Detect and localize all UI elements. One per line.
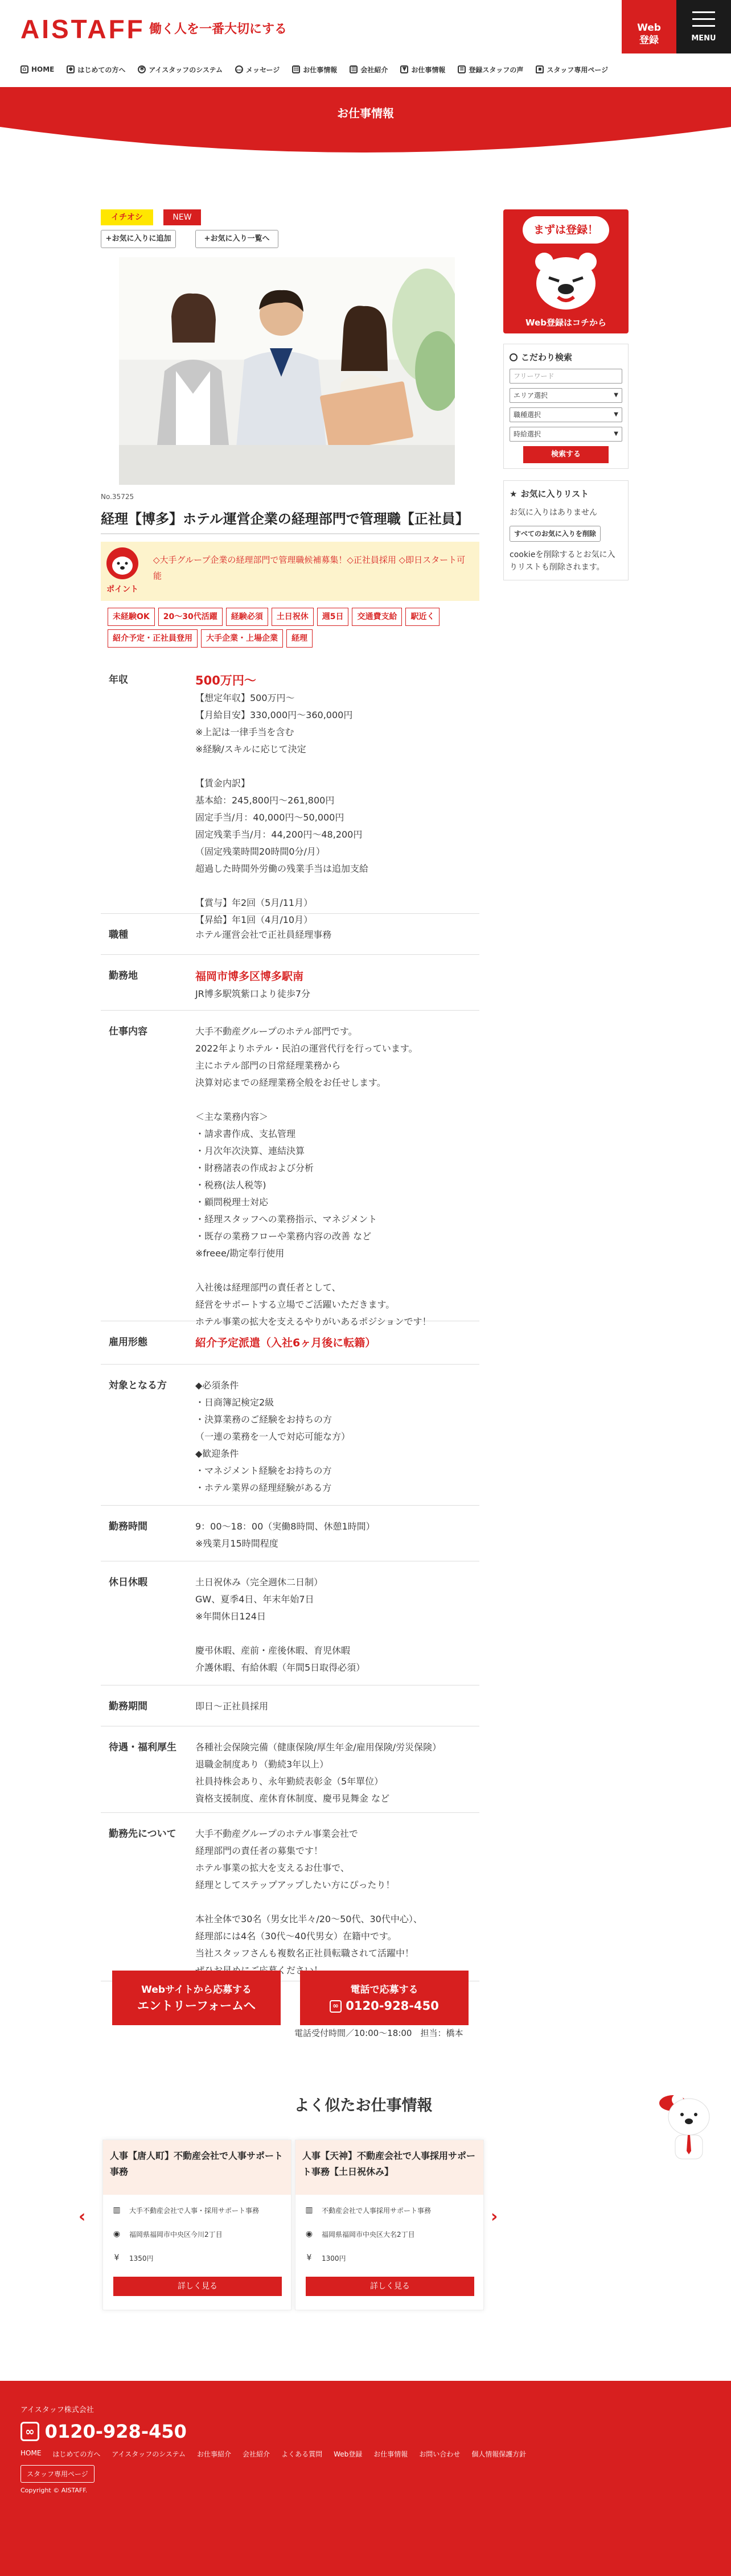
banner-curve xyxy=(0,121,731,167)
nav-label: スタッフ専用ページ xyxy=(547,65,609,74)
footer-link[interactable]: お仕事紹介 xyxy=(197,2450,232,2458)
hamburger-icon-bar xyxy=(692,18,715,20)
carousel-next-icon[interactable]: › xyxy=(491,2207,498,2227)
row-label: 対象となる方 xyxy=(109,1380,167,1391)
nav-item-beginner[interactable] xyxy=(67,65,125,75)
logo[interactable]: AISTAFF xyxy=(20,14,145,44)
row-text: ◆必須条件 ・日商簿記検定2級 ・決算業務のご経験をお持ちの方 （一連の業務を一人で対応可能な方） ◆歓迎条件 ・マネジメント経験をお持ちの方 ・ホテル業界の経理経験がある方 xyxy=(195,1380,351,1493)
table-row xyxy=(101,955,479,1011)
wage-select-value: 時給選択 xyxy=(514,430,541,438)
job-photo xyxy=(119,257,455,485)
table-row xyxy=(101,659,479,925)
card-title: 人事【唐人町】不動産会社で人事サポート事務 xyxy=(103,2140,291,2195)
freedial-icon: ∞ xyxy=(20,2422,39,2441)
row-value xyxy=(195,1813,479,1981)
nav-label: はじめての方へ xyxy=(77,65,126,74)
job-tag: 交通費支給 xyxy=(352,608,402,626)
search-icon xyxy=(510,353,518,361)
hamburger-icon-bar xyxy=(692,25,715,27)
nav-item-home[interactable] xyxy=(20,65,54,73)
page-banner xyxy=(0,87,731,167)
star-icon: ★ xyxy=(510,488,518,499)
table-row xyxy=(101,1726,479,1813)
tagline: 働く人を一番大切にする xyxy=(149,22,288,36)
row-label: 勤務先について xyxy=(109,1828,176,1840)
location-highlight: 福岡市博多区博多駅南 xyxy=(195,970,304,983)
menu-button[interactable] xyxy=(676,0,731,53)
favorites-title: お気に入りリスト xyxy=(520,489,589,499)
bear-mascot-icon xyxy=(532,249,600,312)
area-select[interactable] xyxy=(510,388,622,403)
job-tag: 未経験OK xyxy=(108,608,155,626)
menu-label: MENU xyxy=(691,34,716,43)
row-label: 休日休暇 xyxy=(109,1577,147,1588)
nav-item-jobs[interactable] xyxy=(292,65,337,75)
employment-highlight: 紹介予定派遣（入社6ヶ月後に転籍） xyxy=(195,1337,376,1349)
row-label: 仕事内容 xyxy=(109,1026,147,1037)
table-row xyxy=(101,1685,479,1726)
footer-link[interactable]: はじめての方へ xyxy=(52,2450,101,2458)
job-detail-table xyxy=(101,659,479,1981)
chevron-down-icon: ▼ xyxy=(614,431,618,437)
search-title: こだわり検索 xyxy=(521,352,573,362)
point-box xyxy=(101,542,479,601)
add-favorite-button[interactable]: +お気に入りに追加 xyxy=(101,230,176,248)
building-icon: ▥ xyxy=(113,2206,121,2215)
job-tag: 経験必須 xyxy=(226,608,268,626)
point-mascot-icon xyxy=(104,546,141,595)
footer-tel[interactable] xyxy=(20,2421,187,2442)
site-footer xyxy=(0,2381,731,2576)
nav-label: 会社紹介 xyxy=(360,65,388,74)
table-row xyxy=(101,1321,479,1365)
job-tags xyxy=(108,608,472,648)
tie-icon: ▼ xyxy=(400,65,408,73)
row-text: 即日〜正社員採用 xyxy=(195,1701,269,1712)
table-row xyxy=(101,1561,479,1685)
building-icon: ▥ xyxy=(350,65,358,73)
similar-job-card[interactable] xyxy=(295,2140,484,2310)
job-tag: 20〜30代活躍 xyxy=(158,608,223,626)
area-select-value: エリア選択 xyxy=(514,391,548,399)
nav-item-staff[interactable] xyxy=(536,65,608,75)
tel-number: 0120-928-450 xyxy=(346,1999,439,2013)
table-row xyxy=(101,1506,479,1561)
location-pin-icon: ◉ xyxy=(113,2229,121,2239)
register-banner[interactable] xyxy=(503,209,629,333)
point-text: ◇大手グループ企業の経理部門で管理職候補募集！◇正社員採用 ◇即日スタート可能 xyxy=(153,555,466,581)
book-icon: ▤ xyxy=(292,65,300,73)
salary-highlight: 500万円〜 xyxy=(195,674,256,687)
clear-favorites-button[interactable]: すべてのお気に入りを削除 xyxy=(510,526,601,542)
card-more-button[interactable]: 詳しく見る xyxy=(306,2277,474,2296)
row-text: 9：00〜18：00（実働8時間、休憩1時間） ※残業月15時間程度 xyxy=(195,1521,375,1549)
job-tag: 土日祝休 xyxy=(272,608,314,626)
row-label: 待遇・福利厚生 xyxy=(109,1742,176,1753)
job-title: 経理【博多】ホテル運営企業の経理部門で管理職【正社員】 xyxy=(101,508,479,534)
tel-apply-line1: 電話で応募する xyxy=(350,1984,418,1996)
card-wage: 1300円 xyxy=(322,2254,346,2262)
footer-tel-number: 0120-928-450 xyxy=(44,2421,187,2442)
location-pin-icon: ◉ xyxy=(305,2229,313,2239)
similar-job-card[interactable] xyxy=(102,2140,291,2310)
table-row xyxy=(101,914,479,955)
nav-item-message[interactable] xyxy=(235,65,280,75)
hamburger-icon xyxy=(692,11,715,13)
register-bubble: まずは登録！ xyxy=(523,216,609,244)
freedial-icon: ∞ xyxy=(330,2000,342,2013)
row-value xyxy=(195,1506,479,1561)
nav-label: HOME xyxy=(31,65,55,73)
footer-links xyxy=(20,2449,526,2459)
search-button[interactable]: 検索する xyxy=(523,446,609,463)
row-label: 勤務地 xyxy=(109,970,138,982)
web-apply-line2: エントリーフォームへ xyxy=(137,1999,256,2013)
row-text: 大手不動産グループのホテル事業会社で 経理部門の責任者の募集です！ ホテル事業の拡大を支えるお仕事で、 経理としてステップアップしたい方にぴったり！ 本社全体で30名（男女比半々/20〜50代、30代中心）、 経理部には4名（30代〜40代男女）在籍中です。 当社スタッフさんも複数名正社員転職されて活躍中！ xyxy=(195,1828,422,1959)
row-text: 各種社会保険完備（健康保険/厚生年金/雇用保険/労災保険） 退職金制度あり（勤続3年以上） 社員持株会あり、永年勤続表彰金（5年單位） 資格支援制度、産休育休制度、慶弔見舞金 など xyxy=(195,1742,442,1804)
nav-label: アイスタッフのシステム xyxy=(149,65,223,74)
similar-title: よく似たお仕事情報 xyxy=(294,2097,433,2115)
yen-icon: ¥ xyxy=(114,2253,120,2262)
row-value xyxy=(195,1321,479,1364)
chevron-down-icon: ▼ xyxy=(614,392,618,398)
favorites-note: cookieを削除するとお気に入りリストも削除されます。 xyxy=(510,550,615,572)
table-row xyxy=(101,1365,479,1506)
card-company: 不動産会社で人事採用サポート事務 xyxy=(322,2206,432,2215)
nav-label: 登録スタッフの声 xyxy=(469,65,524,74)
job-select[interactable] xyxy=(510,407,622,422)
footer-staff-button[interactable]: スタッフ専用ページ xyxy=(20,2465,95,2483)
row-value xyxy=(195,955,479,1010)
tel-hours-note: 電話受付時間／10:00〜18:00 担当：橋本 xyxy=(294,2028,463,2038)
row-label: 勤務時間 xyxy=(109,1521,147,1532)
row-label: 勤務期間 xyxy=(109,1701,147,1712)
card-location: 福岡県福岡市中央区大名2丁目 xyxy=(322,2230,415,2239)
footer-link[interactable]: Web登録 xyxy=(334,2450,363,2458)
chat-icon: … xyxy=(236,66,243,72)
global-nav xyxy=(20,63,608,76)
carousel-prev-icon[interactable]: ‹ xyxy=(79,2207,86,2227)
row-text: 大手不動産グループのホテル部門です。 2022年よりホテル・民泊の運営代行を行っています。 主にホテル部門の日常経理業務から 決算対応までの経理業務全般をお任せします。 ＜主な業務内容＞ ・請求書作成、支払管理 ・月次年次決算、連結決算 ・財務諸表の作成および分析 ・税務(法人税等) ・顧問税理士対応 ・経理スタッフへの業務指示、マネジメント ・既存の業務フローや業務内容の改善 など ※freee/勘定奉行使用 入社後は経理部門の責任者として、 経営をサポートする立場でご活躍いただきます。 ホテル事業の拡大を支えるやりがいあるポジションです！ xyxy=(195,1026,432,1327)
job-tag: 週5日 xyxy=(317,608,349,626)
building-icon: ▥ xyxy=(305,2206,313,2215)
job-select-value: 職種選択 xyxy=(514,411,541,419)
favorites-box xyxy=(503,480,629,580)
page-title: お仕事情報 xyxy=(337,106,394,120)
job-tag: 駅近く xyxy=(405,608,440,626)
pick-badge: イチオシ xyxy=(101,209,153,225)
nav-label: お仕事情報 xyxy=(411,65,446,74)
job-number: No.35725 xyxy=(101,493,134,501)
row-value xyxy=(195,1561,479,1685)
nav-item-voice[interactable] xyxy=(458,65,523,75)
row-text: 土日祝休み（完全週休二日制） GW、夏季4日、年末年始7日 ※年間休日124日 慶弔休暇、産前・産後休暇、育児休暇 介護休暇、有給休暇（年間5日取得必須） xyxy=(195,1577,366,1673)
lock-icon: ▪ xyxy=(536,65,544,73)
search-box xyxy=(503,344,629,469)
nav-item-company[interactable] xyxy=(350,65,388,75)
new-badge: NEW xyxy=(163,209,201,225)
job-tag: 大手企業・上場企業 xyxy=(201,629,283,648)
nav-item-job-info[interactable] xyxy=(400,65,445,75)
job-tag: 紹介予定・正社員登用 xyxy=(108,629,198,648)
row-value xyxy=(195,659,479,925)
beginner-icon: ◆ xyxy=(67,65,75,73)
row-value xyxy=(195,914,479,954)
row-value xyxy=(195,1685,479,1726)
row-label: 職種 xyxy=(109,929,128,941)
chevron-down-icon: ▼ xyxy=(614,411,618,418)
card-title: 人事【天神】不動産会社で人事採用サポート事務【土日祝休み】 xyxy=(295,2140,483,2195)
favorite-list-button[interactable]: +お気に入り一覧へ xyxy=(195,230,278,248)
row-value xyxy=(195,1365,479,1505)
card-wage: 1350円 xyxy=(129,2254,154,2262)
row-label: 雇用形態 xyxy=(109,1337,147,1348)
footer-link[interactable]: アイスタッフのシステム xyxy=(112,2450,186,2458)
nav-label: メッセージ xyxy=(246,65,280,74)
home-icon: ⌂ xyxy=(20,65,28,73)
row-text: ホテル運営会社で正社員経理事務 xyxy=(195,929,332,940)
table-row xyxy=(101,1011,479,1327)
nav-label: お仕事情報 xyxy=(303,65,338,74)
card-company: 大手不動産会社で人事・採用サポート事務 xyxy=(129,2206,260,2215)
row-text: JR博多駅筑紫口より徒歩7分 xyxy=(195,988,311,999)
floating-mascot-icon[interactable] xyxy=(655,2083,717,2162)
card-more-button[interactable]: 詳しく見る xyxy=(113,2277,282,2296)
register-banner-footer: Web登録はコチから xyxy=(525,318,606,328)
web-apply-line1: Webサイトから応募する xyxy=(141,1984,252,1996)
site-header xyxy=(0,0,731,87)
footer-link[interactable]: お問い合わせ xyxy=(419,2450,461,2458)
web-register-button[interactable] xyxy=(622,0,676,53)
freeword-input[interactable]: フリーワード xyxy=(510,369,622,384)
tel-apply-button[interactable] xyxy=(300,1971,469,2025)
web-register-line1: Web xyxy=(637,22,661,34)
voice-icon: ≡ xyxy=(458,65,466,73)
yen-icon: ¥ xyxy=(306,2253,312,2262)
job-tag: 経理 xyxy=(286,629,313,648)
web-register-line2: 登録 xyxy=(639,35,659,46)
card-location: 福岡県福岡市中央区今川2丁目 xyxy=(129,2230,223,2239)
web-apply-button[interactable] xyxy=(112,1971,281,2025)
favorites-empty: お気に入りはありません xyxy=(510,508,597,517)
row-label: 年収 xyxy=(109,674,128,686)
footer-link[interactable]: HOME xyxy=(20,2449,42,2457)
row-value xyxy=(195,1726,479,1812)
table-row xyxy=(101,1813,479,1981)
footer-copyright: Copyright © AISTAFF. xyxy=(20,2487,88,2494)
row-text: 【想定年収】500万円〜 【月給目安】330,000円〜360,000円 ※上記は一律手当を含む ※経験/スキルに応じて決定 【賃金内訳】 基本給：245,800円〜261,800円 固定手当/月：40,000円〜50,000円 固定残業手当/月：44,200円〜48,200円 （固定残業時間20時間0分/月） 超過した時間外労働の残業手当は追加支給 【賞与】年2回（5月/11月） 【昇給】年1回（4月/10月） xyxy=(195,693,369,925)
row-value xyxy=(195,1011,479,1327)
wage-select[interactable] xyxy=(510,427,622,442)
footer-link[interactable]: 会社紹介 xyxy=(243,2450,270,2458)
point-label: ポイント xyxy=(106,585,138,594)
footer-link[interactable]: 個人情報保護方針 xyxy=(471,2450,527,2458)
nav-item-system[interactable] xyxy=(138,65,223,75)
footer-company: アイスタッフ株式会社 xyxy=(20,2406,94,2414)
gear-icon: ✱ xyxy=(138,65,146,73)
footer-link[interactable]: お仕事情報 xyxy=(373,2450,408,2458)
footer-link[interactable]: よくある質問 xyxy=(281,2450,323,2458)
